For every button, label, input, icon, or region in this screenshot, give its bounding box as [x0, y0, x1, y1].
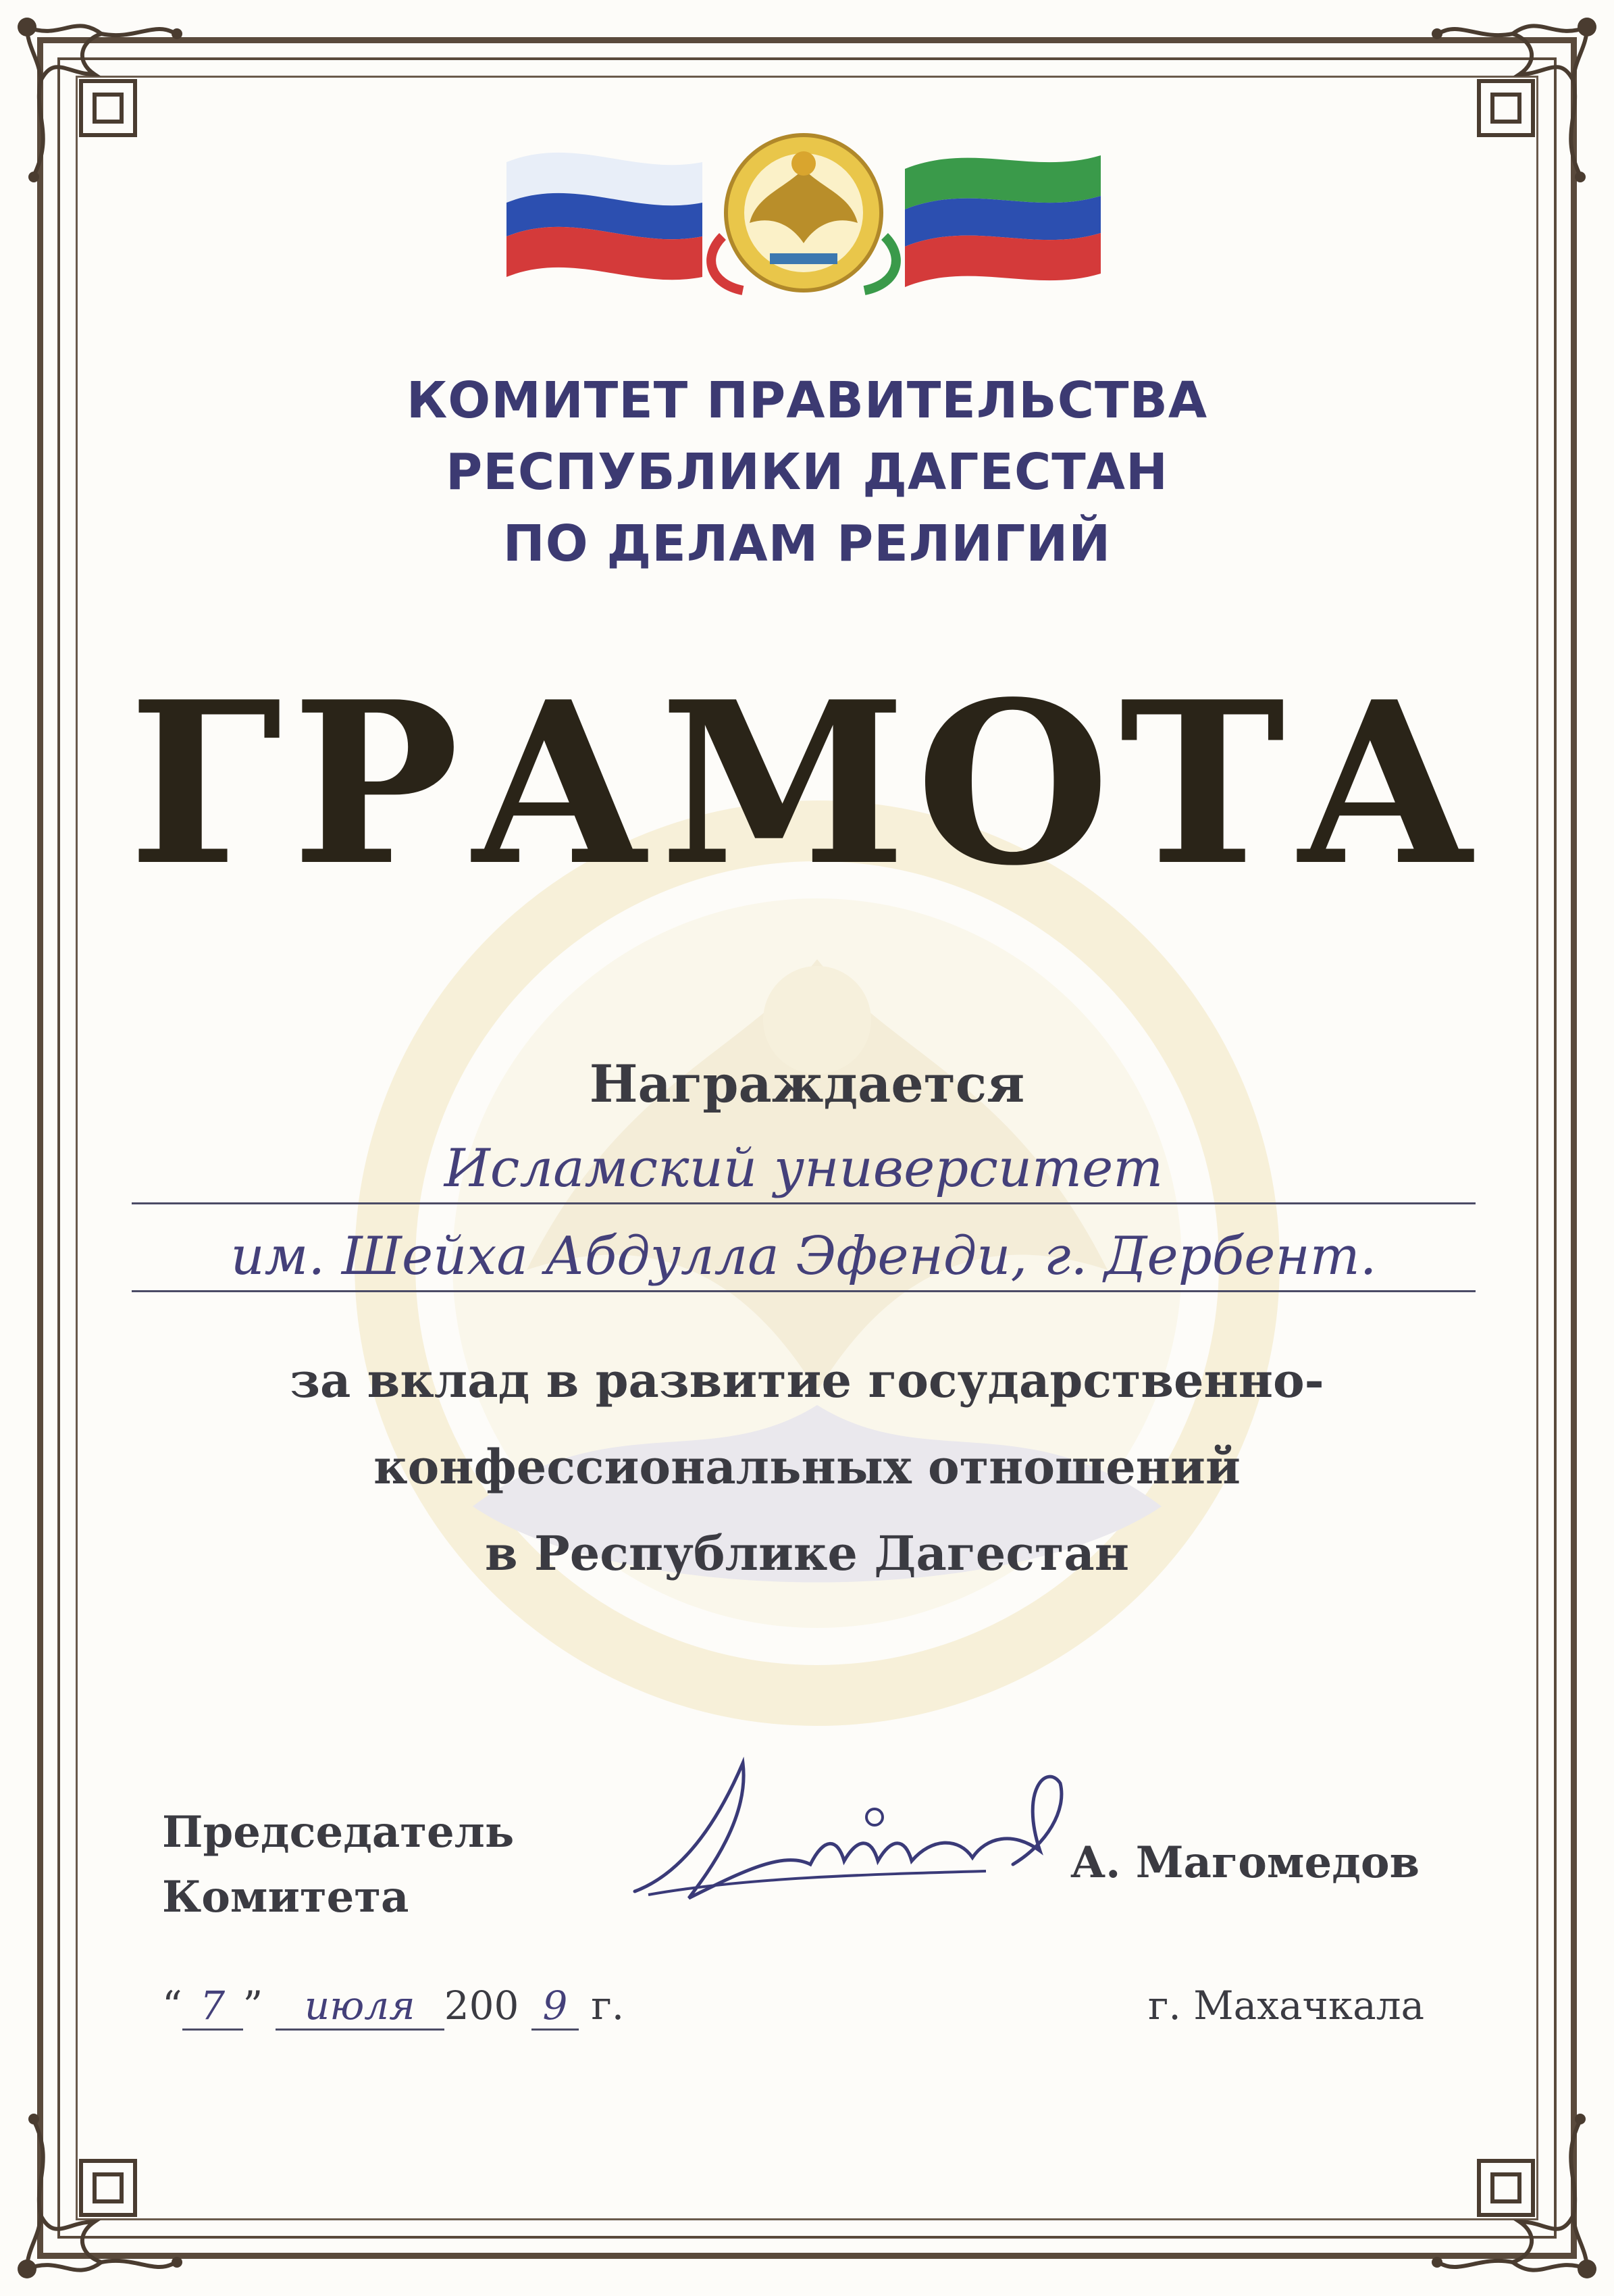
corner-ornament-icon — [1411, 2093, 1614, 2296]
date-year-suffix: 9 — [531, 1983, 579, 2031]
issue-city: г. Махачкала — [1148, 1983, 1425, 2029]
signer-name: А. Магомедов — [1070, 1837, 1420, 1888]
date-quote-open: “ — [162, 1983, 182, 2029]
flag-emblem-icon — [500, 122, 1108, 324]
reason-line-1: за вклад в развитие государственно- — [290, 1352, 1324, 1408]
committee-line-1: КОМИТЕТ ПРАВИТЕЛЬСТВА — [406, 372, 1208, 430]
committee-name — [0, 365, 1614, 580]
recipient-line-2: им. Шейха Абдулла Эфенди, г. Дербент. — [132, 1223, 1476, 1292]
corner-ornament-icon — [1411, 0, 1614, 203]
handwritten-signature — [608, 1736, 1094, 1925]
award-reason — [0, 1337, 1614, 1597]
signer-role-line-2: Комитета — [162, 1872, 409, 1922]
date-month: июля — [276, 1983, 444, 2031]
committee-line-2: РЕСПУБЛИКИ ДАГЕСТАН — [446, 443, 1168, 501]
date-day: 7 — [182, 1983, 243, 2031]
signer-role — [162, 1800, 514, 1930]
issue-date — [162, 1983, 624, 2031]
reason-line-2: конфессиональных отношений — [373, 1439, 1241, 1495]
recipient-line-1: Исламский университет — [132, 1135, 1476, 1204]
reason-line-3: в Республике Дагестан — [485, 1525, 1129, 1581]
date-year-unit: г. — [591, 1983, 625, 2029]
date-quote-close: ” — [242, 1983, 263, 2029]
document-title: ГРАМОТА — [128, 653, 1486, 915]
date-year-prefix: 200 — [444, 1983, 519, 2029]
committee-line-3: ПО ДЕЛАМ РЕЛИГИЙ — [502, 515, 1112, 573]
corner-ornament-icon — [0, 2093, 203, 2296]
awarded-label: Награждается — [589, 1054, 1025, 1114]
corner-ornament-icon — [0, 0, 203, 203]
signer-role-line-1: Председатель — [162, 1807, 515, 1858]
